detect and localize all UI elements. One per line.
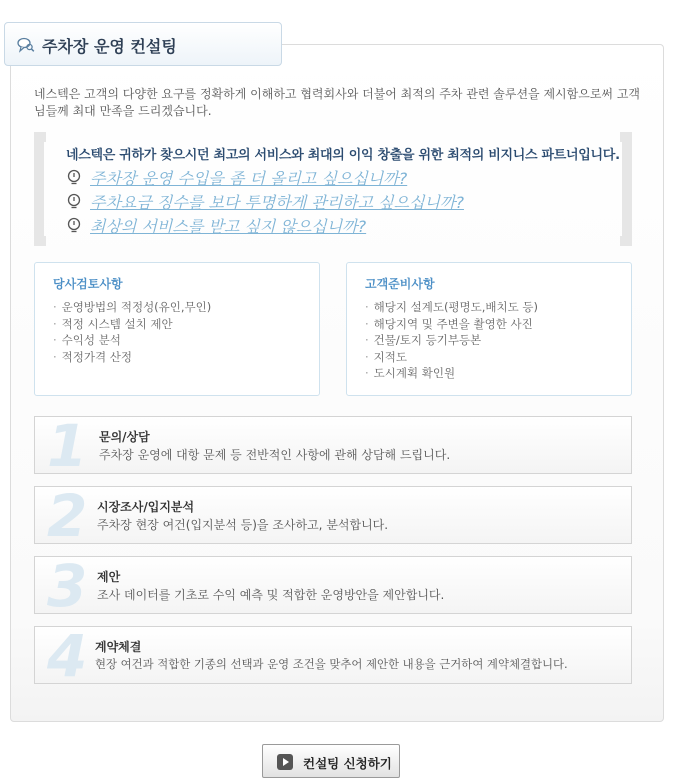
apply-consulting-button[interactable] [262, 744, 400, 778]
lightbulb-icon [66, 193, 82, 209]
client-prep-list [365, 299, 538, 382]
step-title: 시장조사/입지분석 [97, 500, 195, 514]
search-chat-icon [17, 37, 35, 53]
step-description: 현장 여건과 적합한 기종의 선택과 운영 조건을 맞추어 제안한 내용을 근거하여 계약체결합니다. [95, 657, 568, 671]
list-item: · 운영방법의 적정성(유인,무인) [53, 299, 211, 316]
process-step-1 [34, 412, 632, 480]
step-number: 2 [47, 482, 88, 550]
list-item: · 해당지역 및 주변을 촬영한 사진 [365, 316, 538, 333]
quote-headline: 네스텍은 귀하가 찾으시던 최고의 서비스와 최대의 이익 창출을 위한 최적의 비지니스 파트너입니다. [66, 148, 620, 163]
question-link[interactable]: 주차장 운영 수입을 좀 더 올리고 싶으십니까? [90, 169, 408, 188]
list-item: · 수익성 분석 [53, 332, 211, 349]
company-review-title: 당사검토사항 [53, 277, 123, 291]
step-description: 조사 데이터를 기초로 수익 예측 및 적합한 운영방안을 제안합니다. [97, 588, 445, 602]
list-item: · 지적도 [365, 349, 538, 366]
client-prep-box [346, 262, 632, 396]
process-step-4 [34, 622, 632, 690]
list-item: · 적정가격 산정 [53, 349, 211, 366]
list-item: · 도시계획 확인원 [365, 365, 538, 382]
page-title: 주차장 운영 컨설팅 [42, 37, 177, 56]
process-step-2 [34, 482, 632, 550]
question-link[interactable]: 주차요금 징수를 보다 투명하게 관리하고 싶으십니까? [90, 193, 464, 212]
apply-button-label: 컨설팅 신청하기 [303, 756, 392, 771]
lightbulb-icon [66, 217, 82, 233]
left-bracket [34, 132, 46, 246]
step-title: 제안 [97, 570, 121, 584]
company-review-box [34, 262, 320, 396]
step-title: 계약체결 [95, 640, 142, 654]
step-title: 문의/상담 [99, 430, 150, 444]
step-number: 3 [47, 552, 88, 620]
step-number: 1 [47, 412, 88, 480]
list-item: · 적정 시스템 설치 제안 [53, 316, 211, 333]
step-description: 주차장 운영에 대항 문제 등 전반적인 사항에 관해 상담해 드립니다. [99, 448, 451, 462]
process-step-3 [34, 552, 632, 620]
step-description: 주차장 현장 여건(입지분석 등)을 조사하고, 분석합니다. [97, 518, 389, 532]
list-item: · 해당지 설계도(평명도,배치도 등) [365, 299, 538, 316]
step-number: 4 [47, 622, 88, 690]
list-item: · 건물/토지 등기부등본 [365, 332, 538, 349]
client-prep-title: 고객준비사항 [365, 277, 435, 291]
page-title-tab [4, 22, 282, 66]
right-bracket [620, 132, 632, 246]
play-icon [277, 754, 293, 770]
company-review-list [53, 299, 211, 365]
quote-block [34, 132, 632, 246]
question-link[interactable]: 최상의 서비스를 받고 싶지 않으십니까? [90, 217, 367, 236]
intro-text: 네스텍은 고객의 다양한 요구를 정확하게 이해하고 협력회사와 더불어 최적의 주차 관련 솔루션을 제시함으로써 고객님들께 최대 만족을 드리겠습니다. [34, 87, 641, 118]
lightbulb-icon [66, 169, 82, 185]
